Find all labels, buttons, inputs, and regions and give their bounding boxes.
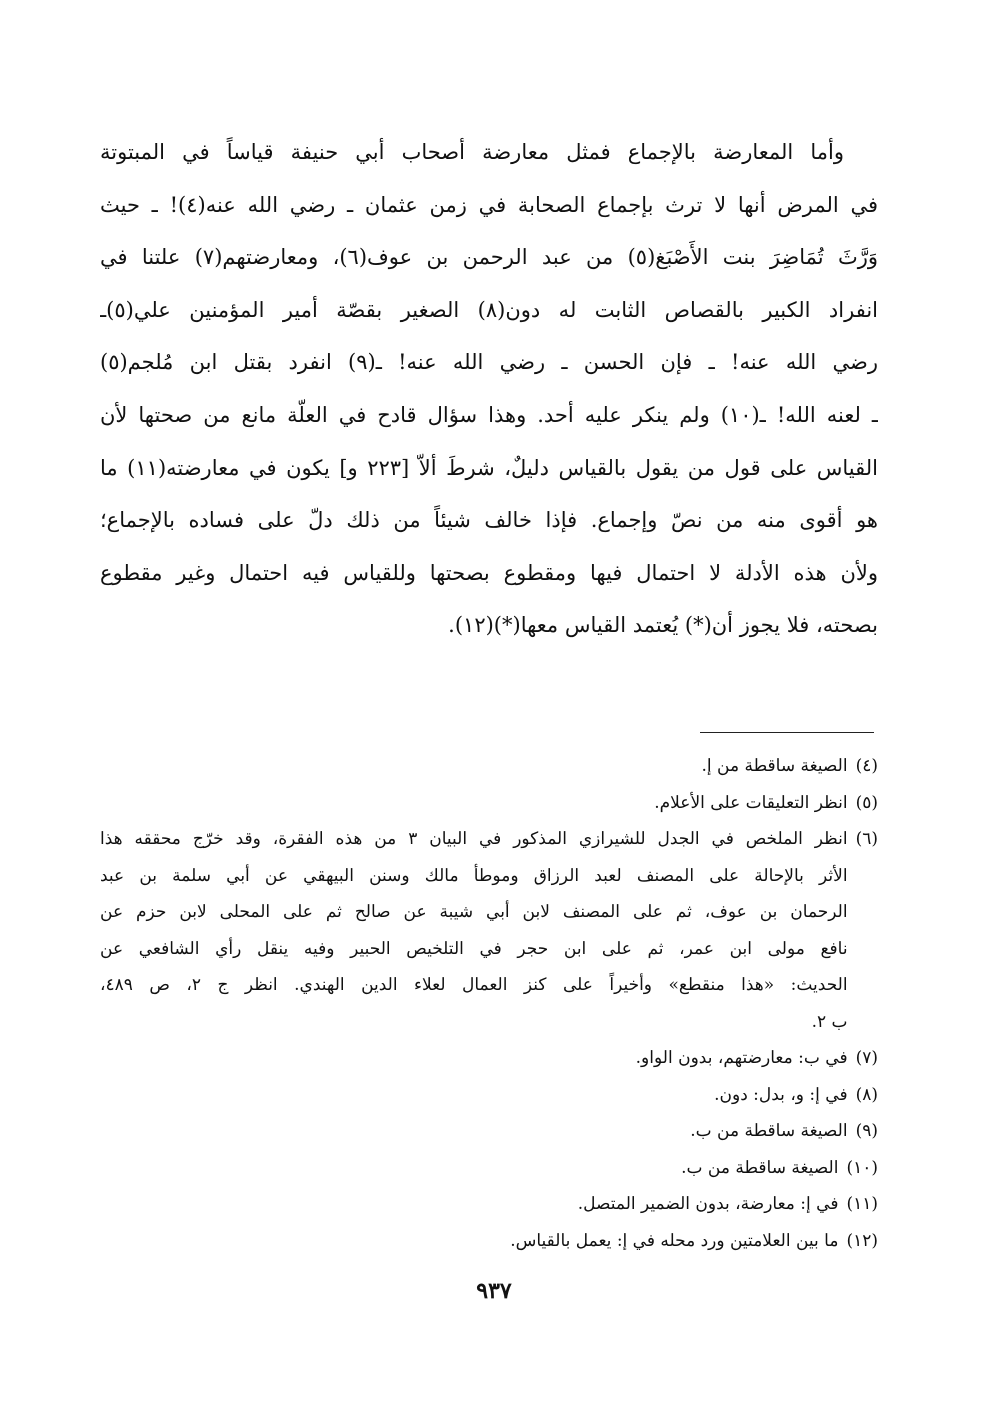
footnote-number: (٨): [855, 1084, 878, 1105]
footnote-line: الحديث: «هذا منقطع» وأخيراً على كنز العمال لعلاء الدين الهندي. انظر ج ٢، ص ٤٨٩،: [100, 975, 848, 995]
main-text-block: [100, 126, 878, 652]
footnote: [100, 1113, 878, 1150]
footnote-line: في إ: و، بدل: دون.: [714, 1084, 848, 1105]
footnote-line: ب ٢.: [811, 1011, 848, 1032]
footnote-number: (١٢): [846, 1230, 878, 1251]
body-line: وَرَّثَ تُمَاضِرَ بنت الأَصْبَغ(٥) من عبد الرحمن بن عوف(٦)، ومعارضتهم(٧) علتنا في: [100, 245, 878, 270]
footnote-text: [100, 1077, 848, 1114]
body-line: ولأن هذه الأدلة لا احتمال فيها ومقطوع بصحتها وللقياس فيه احتمال وغير مقطوع: [100, 560, 878, 585]
footnote-number: (٧): [855, 1048, 878, 1068]
footnote-line: انظر التعليقات على الأعلام.: [654, 792, 848, 813]
footnote-text: [100, 1040, 848, 1077]
footnote-text: [100, 1186, 838, 1223]
footnote-separator: [700, 732, 874, 733]
body-line: وأما المعارضة بالإجماع فمثل معارضة أصحاب أبي حنيفة قياساً في المبتوتة: [100, 140, 844, 164]
body-line: في المرض أنها لا ترث بإجماع الصحابة في زمن عثمان ـ رضي الله عنه(٤)! ـ حيث: [100, 192, 878, 217]
footnote-line: نافع مولى ابن عمر، ثم على ابن حجر في التلخيص الحبير وفيه ينقل رأي الشافعي عن: [100, 938, 848, 959]
footnote: [100, 748, 878, 785]
footnote-number: (٤): [855, 756, 878, 776]
footnote-number: (٦): [855, 829, 878, 849]
footnote-text: [100, 1223, 838, 1260]
footnote-line: في ب: معارضتهم، بدون الواو.: [635, 1048, 848, 1068]
footnote: [100, 785, 878, 822]
footnote: [100, 1223, 878, 1260]
footnote: [100, 1077, 878, 1114]
footnote-line: ما بين العلامتين ورد محله في إ: يعمل بالقياس.: [510, 1230, 839, 1251]
body-line: انفراد الكبير بالقصاص الثابت له دون(٨) الصغير بقصّة أمير المؤمنين علي(٥)ـ: [100, 297, 878, 322]
footnote-text: [100, 1150, 838, 1187]
footnote-line: الرحمان بن عوف، ثم على المصنف لابن أبي شيبة عن صالح ثم على المحلى لابن حزم عن: [100, 902, 848, 922]
footnote-text: [100, 821, 848, 1040]
page-number: ٩٣٧: [476, 1278, 512, 1304]
footnote-number: (٩): [855, 1121, 878, 1141]
footnote-line: في إ: معارضة، بدون الضمير المتصل.: [577, 1194, 839, 1214]
footnote: [100, 1186, 878, 1223]
footnote-line: الصيغة ساقطة من ب.: [681, 1157, 839, 1178]
body-line: هو أقوى منه من نصّ وإجماع. فإذا خالف شيئاً من ذلك دلّ على فساده بالإجماع؛: [100, 508, 878, 533]
footnote: [100, 821, 878, 1040]
footnote-line: انظر الملخص في الجدل للشيرازي المذكور في البيان ٣ من هذه الفقرة، وقد خرّج محققه هذا: [100, 829, 848, 849]
footnote: [100, 1040, 878, 1077]
footnote-text: [100, 1113, 848, 1150]
footnote-number: (٥): [855, 792, 878, 813]
footnote-number: (١٠): [846, 1157, 878, 1178]
footnotes-block: [100, 748, 878, 1259]
footnote-number: (١١): [846, 1194, 878, 1214]
body-line: ـ لعنه الله! ـ(١٠) ولم ينكر عليه أحد. وهذا سؤال قادح في العلّة مانع من صحتها لأن: [100, 402, 878, 427]
footnote-text: [100, 785, 848, 822]
body-line: رضي الله عنه! ـ فإن الحسن ـ رضي الله عنه! ـ(٩) انفرد بقتل ابن مُلجم(٥): [100, 350, 878, 375]
footnote-line: الصيغة ساقطة من إ.: [701, 756, 848, 776]
footnote-line: الأثر بالإحالة على المصنف لعبد الرزاق وموطأ مالك وسنن البيهقي عن أبي سلمة بن عبد: [100, 865, 848, 886]
footnote-text: [100, 748, 848, 785]
footnote: [100, 1150, 878, 1187]
body-line: بصحته، فلا يجوز أن(*) يُعتمد القياس معها(*)(١٢).: [448, 613, 878, 638]
footnote-line: الصيغة ساقطة من ب.: [690, 1121, 848, 1141]
body-line: القياس على قول من يقول بالقياس دليلٌ، شرطَ ألاّ [٢٢٣ و] يكون في معارضته(١١) ما: [100, 455, 878, 480]
